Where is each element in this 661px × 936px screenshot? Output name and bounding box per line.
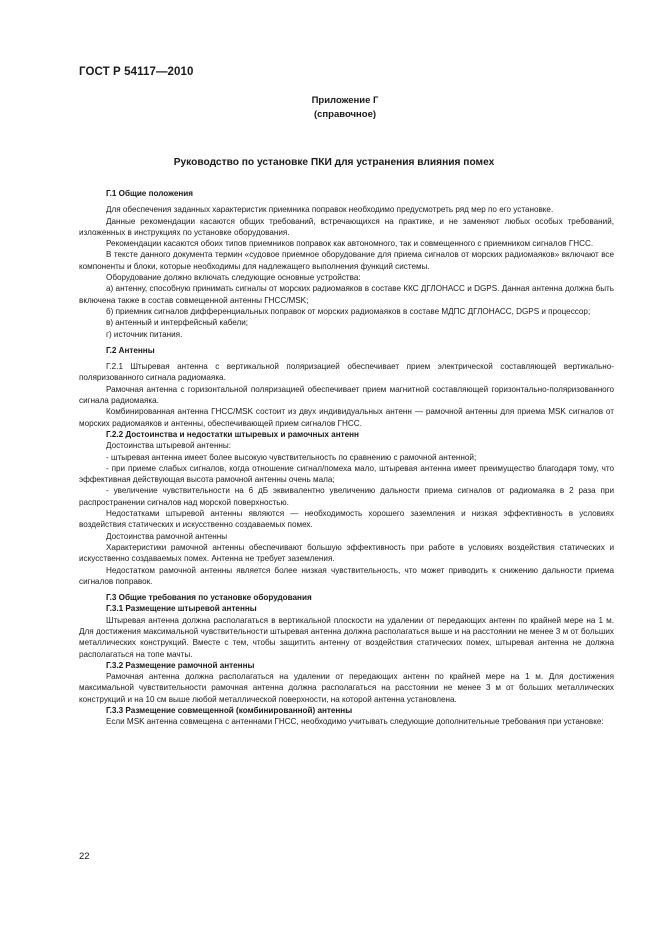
paragraph: Достоинства рамочной антенны [106,531,228,541]
paragraph: б) приемник сигналов дифференциальных поправок от морских радиомаяков в составе МДПС ДГЛОНАСС, DGPS и процессор; [106,306,591,316]
paragraph: Оборудование должно включать следующие основные устройства: [106,273,361,283]
paragraph: Достоинства штыревой антенны: [106,441,232,451]
body-text [79,188,614,728]
paragraph: - увеличение чувствительности на 6 дБ эквивалентно увеличению дальности приема сигналов от радиомаяка в 2 раза при распространении сигналов над морской поверхностью. [79,486,614,507]
paragraph: Комбинированная антенна ГНСС/MSK состоит из двух индивидуальных антенн — рамочной антенны для приема MSK сигналов от морских радиомаяков и антенны, обеспечивающей прием сигналов ГНСС. [79,407,614,428]
paragraph: Г.2.1 Штыревая антенна с вертикальной поляризацией обеспечивает прием электрической составляющей вертикально-поляризованного сигнала радиомаяка. [79,362,614,383]
section-heading: Г.3.3 Размещение совмещенной (комбинированной) антенны [106,706,353,716]
paragraph: - штыревая антенна имеет более высокую чувствительность по сравнению с рамочной антенной; [106,452,477,462]
section-title: Руководство по установке ПКИ для устранения влияния помех [173,157,495,168]
section-heading: Г.3.1 Размещение штыревой антенны [106,604,257,614]
paragraph: в) антенный и интерфейсный кабели; [106,318,249,328]
paragraph: Для обеспечения заданных характеристик приемника поправок необходимо предусмотреть ряд мер по его установке. [106,205,554,215]
paragraph: Недостатком рамочной антенны является более низкая чувствительность, что может приводить к снижению дальности приема сигналов поправок. [79,565,614,586]
paragraph: Рамочная антенна с горизонтальной поляризацией обеспечивает прием магнитной составляющей горизонтально-поляризованного сигнала радиомаяка. [79,384,614,406]
section-heading: Г.2.2 Достоинства и недостатки штыревых и рамочных антенн [106,429,359,439]
paragraph: Недостатками штыревой антенны являются — необходимость хорошего заземления и низкая эффективность в условиях воздействия статических и искусственно создаваемых помех. [79,509,614,530]
appendix-label [290,94,400,122]
appendix-note: (справочное) [313,109,377,120]
section-heading: Г.3.2 Размещение рамочной антенны [106,660,255,670]
document-code: ГОСТ Р 54117—2010 [79,66,194,78]
section-heading: Г.3 Общие требования по установке оборудования [106,593,312,603]
paragraph: Рамочная антенна должна располагаться на удалении от передающих антенн по крайней мере на 1 м. Для достижения максимальной чувствительности рамочная антенна должна располагаться на расстоянии не менее 3 м от больших металлических конструкций и на 10 см выше любой металлической поверхности, на которой антенна установлена. [79,672,614,704]
paragraph: - при приеме слабых сигналов, когда отношение сигнал/помеха мало, штыревая антенна имеет преимущество благодаря тому, что эффективная действующая высота рамочной антенны очень мала; [79,463,614,485]
paragraph: В тексте данного документа термин «судовое приемное оборудование для приема сигналов от морских радиомаяков» включают все компоненты и блоки, которые необходимы для надлежащего выполнения функций системы. [79,250,614,271]
appendix-title: Приложение Г [311,95,379,106]
paragraph: Рекомендации касаются обоих типов приемников поправок как автономного, так и совмещенного с приемником сигналов ГНСС. [106,239,594,249]
paragraph: Если MSK антенна совмещена с антеннами ГНСС, необходимо учитывать следующие дополнительные требования при установке: [106,717,604,727]
paragraph: а) антенну, способную принимать сигналы от морских радиомаяков в составе ККС ДГЛОНАСС и DGPS. Данная антенна должна быть включена также в состав совмещенной антенны ГНСС/MSK; [79,284,614,305]
section-heading: Г.1 Общие положения [106,189,193,198]
paragraph: Данные рекомендации касаются общих требований, встречающихся на практике, и не заменяют любых особых требований, изложенных в инструкциях по установке оборудования. [79,216,614,237]
page-number: 22 [79,851,90,862]
paragraph: Характеристики рамочной антенны обеспечивают большую эффективность при работе в условиях воздействия статических и искусственно создаваемых помех. Антенна не требует заземления. [79,542,614,564]
section-heading: Г.2 Антенны [106,345,155,355]
paragraph: г) источник питания. [106,329,183,339]
paragraph: Штыревая антенна должна располагаться в вертикальной плоскости на удалении от передающих антенн по крайней мере на 1 м. Для достижения максимальной чувствительности штыревая антенна должна располагаться выше и на расстоянии не менее 3 м от больших металлических конструкций. Вместе с тем, чтобы защитить антенну от воздействия статических помех, штыревая антенна не должна располагаться на топе мачты. [79,615,614,659]
